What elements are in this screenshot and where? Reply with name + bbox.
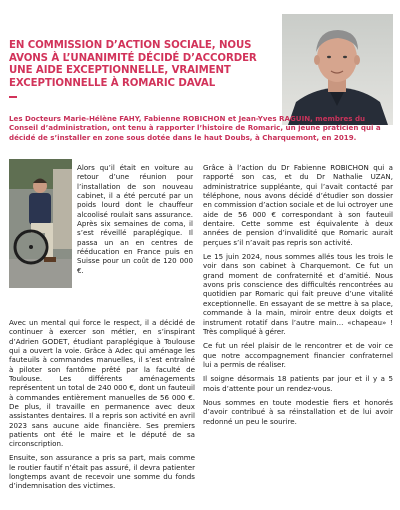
paragraph: Le 15 juin 2024, nous sommes allés tous les trois le voir dans son cabinet à Charquemont. Ce fut un grand moment de confraternité et d’amitié. Nous avons pris conscience des difficultés rencontrées au quotidien par Romaric qui fait preuve d’une vitalité exceptionnelle. En essayant de se mettre à sa place, commande à la main, miroir entre deux doigts et instrument rotatif dans l’autre main… «chapeau» ! Très compliqué à gérer. [203,252,393,336]
article-text-beside-photo [77,163,193,280]
paragraph: Ce fut un réel plaisir de le rencontrer et de voir ce que notre accompagnement financier confraternel lui a permis de réaliser. [203,341,393,369]
article-right-column [203,163,393,430]
wheelchair-photo [9,159,72,288]
paragraph: Il soigne désormais 18 patients par jour et il y a 5 mois d’attente pour un rendez-vous. [203,374,393,393]
paragraph: Avec un mental qui force le respect, il a décidé de continuer à exercer son métier, en s’inspirant d’Adrien GODET, étudiant paraplégique à Toulouse qui a ouvert la voie. Grâce à Adec qui aménage les fauteuils à commandes manuelles, il s’est entraîné à piloter son fantôme prêté par la faculté de Toulouse. Les différents aménagements représentent un total de 240 000 €, dont un fauteuil à commandes entièrement manuelles de 56 000 €. De plus, il travaille en permanence avec deux assistantes dentaires. Il a repris son activité en avril 2023 sans aucune aide financière. Ses premiers patients ont été le maire et le député de sa circonscription. [9,318,195,449]
paragraph: Nous sommes en toute modestie fiers et honorés d’avoir contribué à sa réinstallation et de lui avoir redonné un peu le sourire. [203,397,393,426]
paragraph: Alors qu’il était en voiture au retour d’une réunion pour l’installation de son nouveau cabinet, il a été percuté par un poids lourd dont le chauffeur alcoolisé roulait sans assurance. Après six semaines de coma, il s’est réveillé paraplégique. Il passa un an en centres de rééducation en France puis en Suisse pour un coût de 120 000 €. [77,163,193,275]
article-headline: EN COMMISSION D’ACTION SOCIALE, NOUS AVONS À L’UNANIMITÉ DÉCIDÉ D’ACCORDER UNE AIDE EXCEPTIONNELLE, VRAIMENT EXCEPTIONNELLE À ROMARIC DAVAL [9,40,257,89]
article-left-column [9,318,195,495]
accent-rule [9,96,17,98]
paragraph: Ensuite, son assurance a pris sa part, mais comme le routier fautif n’était pas assuré, il devra patienter longtemps avant de recevoir une somme du fonds d’indemnisation des victimes. [9,453,195,491]
portrait-photo [282,14,393,125]
article-intro: Les Docteurs Marie-Hélène FAHY, Fabienne ROBICHON et Jean-Yves RAGUIN, membres du Conseil d’administration, ont tenu à rapporter l’histoire de Romaric, un jeune praticien qui a décidé de s’installer en zone sous dotée dans le haut Doubs, à Charquemont, en 2019. [9,114,381,142]
paragraph: Grâce à l’action du Dr Fabienne ROBICHON qui a rapporté son cas, et du Dr Nathalie UZAN, administratrice suppléante, qui l’avait contacté par téléphone, nous avons décidé d’étudier son dossier en commission d’action sociale et de lui octroyer une aide de 56 000 € correspondant à son fauteuil dentaire. Cette somme est équivalente à deux années de pension d’invalidité que Romaric aurait perçues s’il n’avait pas repris son activité. [203,163,393,247]
